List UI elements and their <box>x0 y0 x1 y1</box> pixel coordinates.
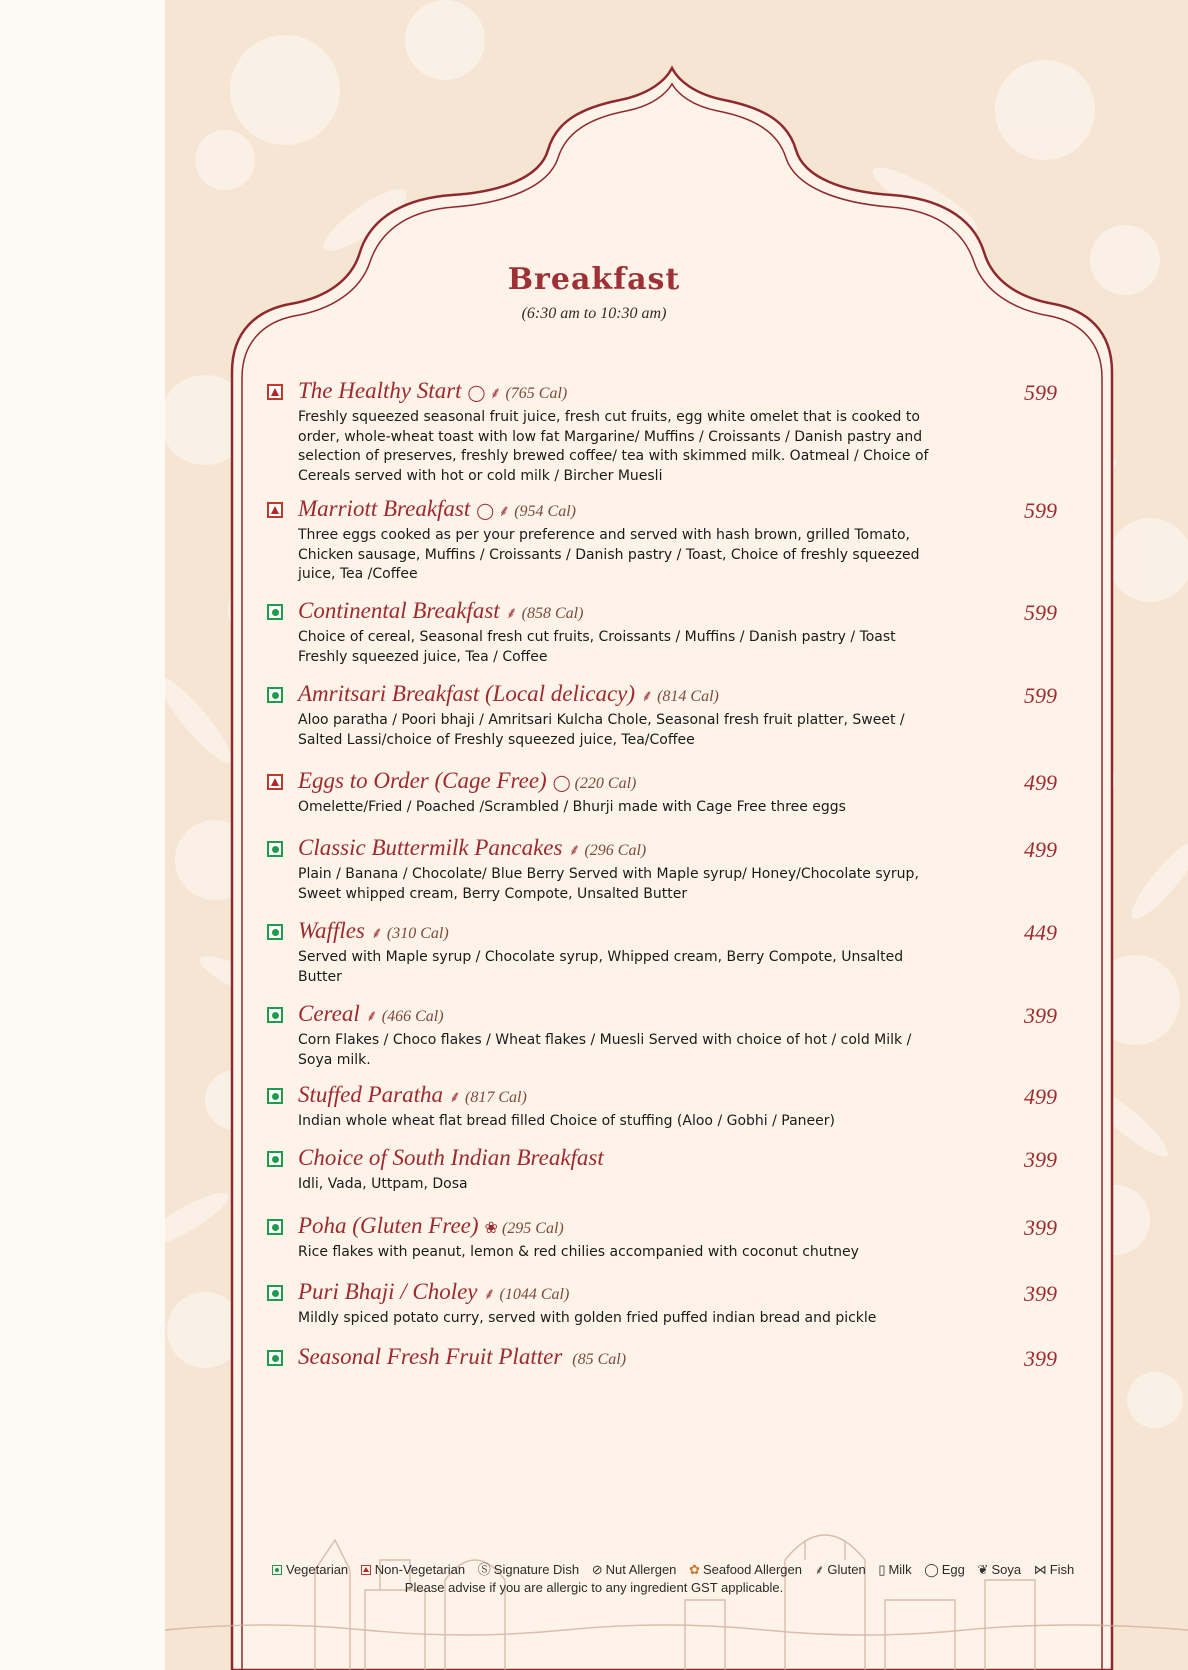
legend-nut: ⊘ Nut Allergen <box>591 1562 677 1577</box>
menu-item-name: Stuffed Paratha ⸙ (817 Cal) <box>298 1082 527 1107</box>
menu-item-calories: (1044 Cal) <box>499 1286 570 1303</box>
signature-icon: Ⓢ <box>477 1562 491 1577</box>
allergen-icons: ⸙ <box>370 925 383 942</box>
menu-item <box>267 1346 1067 1374</box>
menu-item <box>267 1084 1067 1132</box>
menu-item-price: 399 <box>1024 1215 1057 1240</box>
legend-vegetarian: Vegetarian <box>272 1562 348 1577</box>
menu-item-price: 399 <box>1024 1281 1057 1306</box>
legend-seafood: ✿ Seafood Allergen <box>689 1562 802 1577</box>
veg-marker-icon <box>267 1088 283 1104</box>
legend-soya: ❦ Soya <box>977 1562 1022 1577</box>
menu-item-calories: (954 Cal) <box>514 503 576 520</box>
shrimp-icon: ✿ <box>689 1562 700 1577</box>
milk-icon: ▯ <box>878 1562 886 1577</box>
menu-title: Breakfast <box>507 262 681 297</box>
menu-item <box>267 770 1067 818</box>
menu-item-price: 399 <box>1024 1346 1057 1371</box>
soya-icon: ❦ <box>977 1562 989 1577</box>
menu-item-description: Idli, Vada, Uttpam, Dosa <box>298 1176 468 1192</box>
menu-item-calories: (296 Cal) <box>584 842 647 859</box>
menu-item <box>267 498 1067 585</box>
allergen-icons: ⸙ <box>641 688 654 705</box>
menu-item-header <box>267 770 1067 798</box>
menu-item-header <box>267 600 1067 628</box>
menu-item-header <box>267 920 1067 948</box>
menu-item-price: 599 <box>1024 683 1057 708</box>
legend-gluten: ⸙ Gluten <box>814 1562 866 1577</box>
menu-item <box>267 837 1067 904</box>
menu-item-name: Classic Buttermilk Pancakes ⸙ (296 Cal) <box>298 835 647 860</box>
veg-marker-icon <box>267 924 283 940</box>
menu-item-header <box>267 1084 1067 1112</box>
legend-fish: ⋈ Fish <box>1033 1562 1075 1577</box>
menu-item-calories: (765 Cal) <box>505 385 568 402</box>
veg-marker-icon <box>267 604 283 620</box>
veg-marker-icon <box>267 1007 283 1023</box>
menu-item-price: 599 <box>1024 380 1057 405</box>
menu-item-calories: (85 Cal) <box>572 1351 627 1368</box>
menu-item-price: 399 <box>1024 1003 1057 1028</box>
legend-milk: ▯ Milk <box>878 1562 912 1577</box>
menu-item-description: Three eggs cooked as per your preference and served with hash brown, grilled Tomato, Chicken sausage, Muffins / Croissants / Danish pastry / Toast, Choice of freshly squeezed juice, Tea /Coffee <box>298 527 920 582</box>
menu-item-description: Rice flakes with peanut, lemon & red chilies accompanied with coconut chutney <box>298 1244 859 1260</box>
menu-item-calories: (466 Cal) <box>381 1008 444 1025</box>
menu-item-header <box>267 1281 1067 1309</box>
menu-item-name: Waffles ⸙ (310 Cal) <box>298 918 449 943</box>
allergen-icons: ⸙ <box>365 1008 378 1025</box>
menu-item <box>267 380 1067 486</box>
nonveg-marker-icon <box>267 502 283 518</box>
nonveg-marker-icon <box>267 384 283 400</box>
nonveg-marker-icon <box>361 1565 371 1575</box>
veg-marker-icon <box>267 1219 283 1235</box>
dietary-legend <box>272 1559 1075 1578</box>
veg-marker-icon <box>272 1565 282 1575</box>
menu-item-description: Omelette/Fried / Poached /Scrambled / Bhurji made with Cage Free three eggs <box>298 799 846 815</box>
menu-item-header <box>267 1003 1067 1031</box>
menu-hours: (6:30 am to 10:30 am) <box>521 305 667 322</box>
menu-item-description: Plain / Banana / Chocolate/ Blue Berry Served with Maple syrup/ Honey/Chocolate syrup, Sweet whipped cream, Berry Compote, Unsalted Butter <box>298 866 919 902</box>
menu-item-price: 449 <box>1024 920 1057 945</box>
menu-item-calories: (310 Cal) <box>386 925 449 942</box>
menu-item-header <box>267 498 1067 526</box>
allergen-icons: ⸙ <box>483 1286 496 1303</box>
menu-item-price: 599 <box>1024 600 1057 625</box>
veg-marker-icon <box>267 687 283 703</box>
legend-non-vegetarian: Non-Vegetarian <box>361 1562 465 1577</box>
legend-egg: ◯ Egg <box>924 1562 965 1577</box>
menu-item-name: Puri Bhaji / Choley ⸙ (1044 Cal) <box>298 1279 570 1304</box>
fish-icon: ⋈ <box>1033 1562 1047 1577</box>
menu-item-name: Marriott Breakfast ◯ ⸙ (954 Cal) <box>298 496 576 521</box>
menu-item <box>267 1215 1067 1263</box>
allergen-icons: ◯ ⸙ <box>476 503 511 520</box>
wheat-icon: ⸙ <box>814 1562 825 1577</box>
menu-item-description: Aloo paratha / Poori bhaji / Amritsari Kulcha Chole, Seasonal fresh fruit platter, Sweet / Salted Lassi/choice of Freshly squeezed juice, Tea/Coffee <box>298 712 905 748</box>
allergen-icons: ⸙ <box>568 842 581 859</box>
menu-item-description: Served with Maple syrup / Chocolate syrup, Whipped cream, Berry Compote, Unsalted Butter <box>298 949 904 985</box>
menu-item-name: Amritsari Breakfast (Local delicacy) ⸙ (814 Cal) <box>298 681 719 706</box>
veg-marker-icon <box>267 1350 283 1366</box>
menu-item-calories: (295 Cal) <box>501 1220 564 1237</box>
veg-marker-icon <box>267 841 283 857</box>
menu-item <box>267 683 1067 750</box>
egg-icon: ◯ <box>924 1562 939 1577</box>
menu-item-price: 499 <box>1024 770 1057 795</box>
menu-item <box>267 920 1067 987</box>
menu-item-description: Mildly spiced potato curry, served with golden fried puffed indian bread and pickle <box>298 1310 877 1326</box>
menu-item-calories: (858 Cal) <box>521 605 584 622</box>
menu-item-price: 599 <box>1024 498 1057 523</box>
menu-item-description: Corn Flakes / Choco flakes / Wheat flakes / Muesli Served with choice of hot / cold Milk / Soya milk. <box>298 1032 912 1068</box>
menu-item-name: Eggs to Order (Cage Free) ◯ (220 Cal) <box>298 768 637 793</box>
menu-item-name: Continental Breakfast ⸙ (858 Cal) <box>298 598 584 623</box>
menu-item-header <box>267 1147 1067 1175</box>
menu-item-description: Indian whole wheat flat bread filled Choice of stuffing (Aloo / Gobhi / Paneer) <box>298 1113 836 1129</box>
menu-item-name: Seasonal Fresh Fruit Platter (85 Cal) <box>298 1344 627 1369</box>
allergen-icons: ⸙ <box>505 605 518 622</box>
menu-item-header <box>267 683 1067 711</box>
allergen-icons: ⸙ <box>449 1089 462 1106</box>
menu-item <box>267 600 1067 667</box>
menu-item-header <box>267 1215 1067 1243</box>
menu-item-name: The Healthy Start ◯ ⸙ (765 Cal) <box>298 378 568 403</box>
nut-icon: ⊘ <box>591 1562 603 1577</box>
menu-item-price: 399 <box>1024 1147 1057 1172</box>
allergen-icons: ◯ <box>552 775 571 792</box>
menu-item-calories: (817 Cal) <box>465 1089 527 1106</box>
allergen-icons: ❀ <box>484 1220 498 1237</box>
legend-signature: Ⓢ Signature Dish <box>477 1562 580 1577</box>
menu-item <box>267 1147 1067 1195</box>
menu-item-header <box>267 380 1067 408</box>
veg-marker-icon <box>267 1151 283 1167</box>
menu-item <box>267 1003 1067 1070</box>
allergy-note: Please advise if you are allergic to any ingredient GST applicable. <box>404 1580 784 1595</box>
menu-item-price: 499 <box>1024 1084 1057 1109</box>
menu-item-description: Freshly squeezed seasonal fruit juice, fresh cut fruits, egg white omelet that is cooked to order, whole-wheat toast with low fat Margarine/ Muffins / Croissants / Danish pastry and selection of preserves, freshly brewed coffee/ tea with skimmed milk. Oatmeal / Choice of Cereals served with hot or cold milk / Bircher Muesli <box>298 409 929 484</box>
menu-item-name: Choice of South Indian Breakfast <box>298 1145 604 1170</box>
menu-item-description: Choice of cereal, Seasonal fresh cut fruits, Croissants / Muffins / Danish pastry / Toast Freshly squeezed juice, Tea / Coffee <box>298 629 896 665</box>
menu-item-name: Cereal ⸙ (466 Cal) <box>298 1001 444 1026</box>
nonveg-marker-icon <box>267 774 283 790</box>
menu-item-calories: (220 Cal) <box>574 775 637 792</box>
veg-marker-icon <box>267 1285 283 1301</box>
allergen-icons: ◯ ⸙ <box>467 385 502 402</box>
menu-item <box>267 1281 1067 1329</box>
menu-item-name: Poha (Gluten Free) ❀ (295 Cal) <box>298 1213 564 1238</box>
menu-item-calories: (814 Cal) <box>657 688 719 705</box>
menu-item-header <box>267 837 1067 865</box>
menu-item-header <box>267 1346 1067 1374</box>
menu-item-price: 499 <box>1024 837 1057 862</box>
